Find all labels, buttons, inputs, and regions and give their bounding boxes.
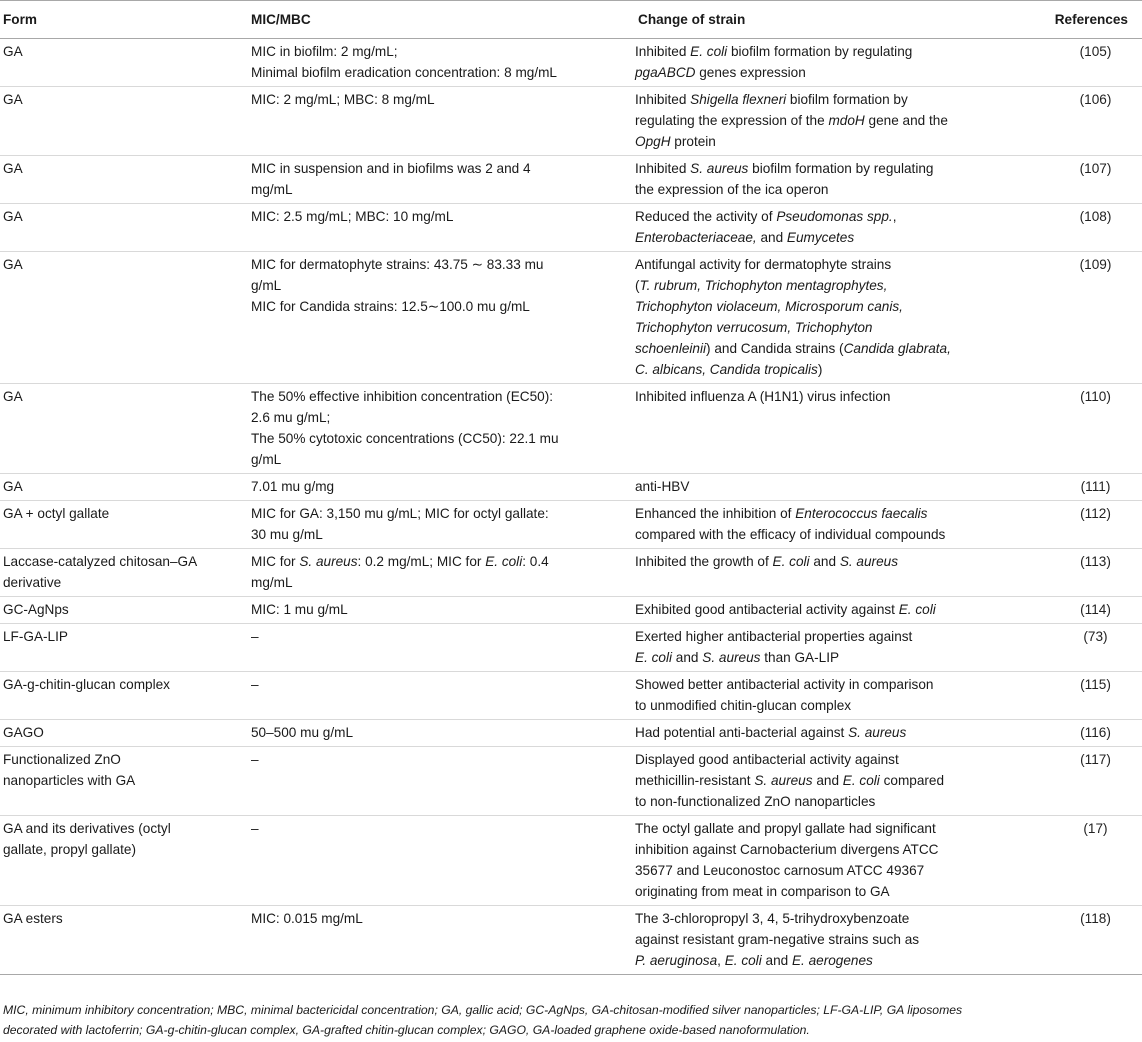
text-segment: Inhibited	[635, 92, 691, 107]
change-line	[635, 62, 1027, 83]
mic-line	[251, 551, 635, 572]
text-segment: : 0.2 mg/mL; MIC for	[357, 554, 486, 569]
form-line: GA and its derivatives (octyl	[3, 821, 171, 836]
cell-form	[0, 720, 248, 747]
cell-form	[0, 474, 248, 501]
text-segment: Had potential anti-bacterial against	[635, 725, 849, 740]
change-line	[635, 206, 1027, 227]
cell-form	[0, 747, 248, 816]
mic-line	[251, 572, 635, 593]
change-line	[635, 950, 1027, 971]
cell-mic-mbc	[248, 204, 635, 252]
cell-mic-mbc	[248, 501, 635, 549]
table-row	[0, 624, 1142, 672]
cell-change-of-strain	[635, 87, 1027, 156]
italic-species-name: Trichophyton violaceum, Microsporum canis,	[635, 299, 903, 314]
text-segment: )	[817, 362, 823, 377]
cell-change-of-strain	[635, 549, 1027, 597]
cell-change-of-strain	[635, 39, 1027, 87]
cell-reference: (106)	[1027, 87, 1142, 156]
change-line	[635, 674, 1027, 695]
text-segment: ,	[892, 209, 897, 224]
mic-line: MIC for Candida strains: 12.5∼100.0 mu g/mL	[251, 299, 530, 314]
mic-line: The 50% effective inhibition concentration (EC50):	[251, 389, 554, 404]
change-line	[635, 626, 1027, 647]
text-segment: Enhanced the inhibition of	[635, 506, 796, 521]
italic-species-name: Enterobacteriaceae,	[635, 230, 757, 245]
text-segment: methicillin-resistant	[635, 773, 755, 788]
change-line	[635, 503, 1027, 524]
cell-form	[0, 39, 248, 87]
table-row	[0, 39, 1142, 87]
italic-species-name: E. coli	[485, 554, 523, 569]
cell-mic-mbc	[248, 672, 635, 720]
mic-line: g/mL	[251, 452, 282, 467]
form-line: Functionalized ZnO	[3, 752, 121, 767]
text-segment: regulating the expression of the	[635, 113, 829, 128]
table-row	[0, 549, 1142, 597]
change-line	[635, 338, 1027, 359]
mic-line: MIC for GA: 3,150 mu g/mL; MIC for octyl gallate:	[251, 506, 549, 521]
text-segment: than GA-LIP	[760, 650, 840, 665]
cell-change-of-strain	[635, 204, 1027, 252]
text-segment: Inhibited influenza A (H1N1) virus infection	[635, 389, 891, 404]
italic-species-name: OpgH	[635, 134, 671, 149]
text-segment: and	[756, 230, 787, 245]
cell-change-of-strain	[635, 597, 1027, 624]
text-segment: gene and the	[864, 113, 948, 128]
cell-reference: (105)	[1027, 39, 1142, 87]
change-line	[635, 110, 1027, 131]
italic-species-name: P. aeruginosa	[635, 953, 718, 968]
change-line	[635, 158, 1027, 179]
text-segment: biofilm formation by regulating	[727, 44, 913, 59]
text-segment: the expression of the ica operon	[635, 182, 829, 197]
text-segment: biofilm formation by	[786, 92, 908, 107]
text-segment: The 3-chloropropyl 3, 4, 5-trihydroxybenzoate	[635, 911, 910, 926]
italic-species-name: pgaABCD	[635, 65, 696, 80]
text-segment: ) and Candida strains (	[706, 341, 844, 356]
table-row	[0, 474, 1142, 501]
form-line: GA	[3, 92, 23, 107]
cell-mic-mbc	[248, 474, 635, 501]
cell-mic-mbc	[248, 624, 635, 672]
mic-line: MIC: 2.5 mg/mL; MBC: 10 mg/mL	[251, 209, 454, 224]
cell-change-of-strain	[635, 624, 1027, 672]
text-segment: Inhibited	[635, 161, 691, 176]
form-line: GA esters	[3, 911, 63, 926]
cell-change-of-strain	[635, 384, 1027, 474]
italic-species-name: E. coli	[772, 554, 810, 569]
cell-reference: (110)	[1027, 384, 1142, 474]
form-line: Laccase-catalyzed chitosan–GA	[3, 554, 198, 569]
change-line	[635, 275, 1027, 296]
table-footnote	[3, 1000, 1139, 1040]
text-segment: (	[635, 278, 640, 293]
italic-species-name: Candida glabrata,	[843, 341, 951, 356]
text-segment: anti-HBV	[635, 479, 690, 494]
change-line	[635, 908, 1027, 929]
mic-line: Minimal biofilm eradication concentration: 8 mg/mL	[251, 65, 557, 80]
cell-reference: (112)	[1027, 501, 1142, 549]
change-line	[635, 476, 1027, 497]
cell-mic-mbc	[248, 87, 635, 156]
text-segment: protein	[670, 134, 716, 149]
change-line	[635, 860, 1027, 881]
mic-line: MIC: 2 mg/mL; MBC: 8 mg/mL	[251, 92, 435, 107]
cell-change-of-strain	[635, 906, 1027, 975]
text-segment: mg/mL	[251, 575, 293, 590]
form-line: derivative	[3, 575, 62, 590]
cell-form	[0, 87, 248, 156]
cell-form	[0, 549, 248, 597]
text-segment: The octyl gallate and propyl gallate had significant	[635, 821, 936, 836]
cell-change-of-strain	[635, 501, 1027, 549]
text-segment: Exerted higher antibacterial properties against	[635, 629, 913, 644]
italic-species-name: mdoH	[828, 113, 865, 128]
cell-reference: (115)	[1027, 672, 1142, 720]
text-segment: Inhibited the growth of	[635, 554, 773, 569]
cell-mic-mbc	[248, 252, 635, 384]
italic-species-name: S. aureus	[702, 650, 761, 665]
italic-species-name: E. coli	[724, 953, 762, 968]
text-segment: MIC for	[251, 554, 300, 569]
text-segment: compared	[879, 773, 945, 788]
cell-mic-mbc	[248, 39, 635, 87]
table-row	[0, 720, 1142, 747]
table-row	[0, 747, 1142, 816]
text-segment: against resistant gram-negative strains such as	[635, 932, 920, 947]
italic-species-name: E. aerogenes	[791, 953, 873, 968]
italic-species-name: Enterococcus faecalis	[795, 506, 928, 521]
form-line: gallate, propyl gallate)	[3, 842, 136, 857]
mic-line: 30 mu g/mL	[251, 527, 323, 542]
cell-change-of-strain	[635, 672, 1027, 720]
form-line: LF-GA-LIP	[3, 629, 68, 644]
text-segment: Antifungal activity for dermatophyte strains	[635, 257, 892, 272]
form-line: GA	[3, 257, 23, 272]
change-line	[635, 770, 1027, 791]
change-line	[635, 89, 1027, 110]
text-segment: Reduced the activity of	[635, 209, 777, 224]
cell-form	[0, 156, 248, 204]
text-segment: ,	[717, 953, 725, 968]
change-line	[635, 818, 1027, 839]
cell-reference: (17)	[1027, 816, 1142, 906]
mic-line: 2.6 mu g/mL;	[251, 410, 331, 425]
change-line	[635, 524, 1027, 545]
mic-line: MIC: 0.015 mg/mL	[251, 911, 363, 926]
cell-reference: (73)	[1027, 624, 1142, 672]
cell-change-of-strain	[635, 156, 1027, 204]
mic-line: 7.01 mu g/mg	[251, 479, 335, 494]
text-segment: originating from meat in comparison to GA	[635, 884, 890, 899]
cell-reference: (109)	[1027, 252, 1142, 384]
italic-species-name: E. coli	[635, 650, 673, 665]
table-row	[0, 252, 1142, 384]
italic-species-name: Eumycetes	[786, 230, 855, 245]
footnote-line: MIC, minimum inhibitory concentration; MBC, minimal bactericidal concentration; GA, gallic acid; GC-AgNps, GA-chitosan-modified silver nanoparticles; LF-GA-LIP, GA liposomes	[3, 1003, 963, 1017]
mic-line: The 50% cytotoxic concentrations (CC50): 22.1 mu	[251, 431, 559, 446]
cell-reference: (118)	[1027, 906, 1142, 975]
table-row	[0, 204, 1142, 252]
change-line	[635, 791, 1027, 812]
text-segment: Inhibited	[635, 44, 691, 59]
text-segment: Showed better antibacterial activity in comparison	[635, 677, 934, 692]
italic-species-name: Pseudomonas spp.	[776, 209, 893, 224]
form-line: GA	[3, 479, 23, 494]
cell-form	[0, 597, 248, 624]
cell-form	[0, 501, 248, 549]
change-line	[635, 386, 1027, 407]
change-line	[635, 179, 1027, 200]
cell-mic-mbc	[248, 720, 635, 747]
form-line: GA	[3, 209, 23, 224]
italic-species-name: S. aureus	[848, 725, 907, 740]
cell-reference: (111)	[1027, 474, 1142, 501]
cell-mic-mbc	[248, 549, 635, 597]
form-line: GA	[3, 389, 23, 404]
table-row	[0, 906, 1142, 975]
footnote-line: decorated with lactoferrin; GA-g-chitin-glucan complex, GA-grafted chitin-glucan complex; GAGO, GA-loaded graphene oxide-based nanoformulation.	[3, 1023, 810, 1037]
table-row	[0, 672, 1142, 720]
header-references: References	[1027, 1, 1142, 39]
form-line: nanoparticles with GA	[3, 773, 136, 788]
change-line	[635, 749, 1027, 770]
change-line	[635, 599, 1027, 620]
cell-reference: (114)	[1027, 597, 1142, 624]
cell-form	[0, 906, 248, 975]
italic-species-name: S. aureus	[754, 773, 813, 788]
text-segment: to non-functionalized ZnO nanoparticles	[635, 794, 876, 809]
cell-change-of-strain	[635, 474, 1027, 501]
change-line	[635, 881, 1027, 902]
table-row	[0, 87, 1142, 156]
cell-mic-mbc	[248, 597, 635, 624]
table-header	[0, 1, 1142, 39]
cell-reference: (108)	[1027, 204, 1142, 252]
cell-form	[0, 384, 248, 474]
cell-reference: (107)	[1027, 156, 1142, 204]
cell-reference: (116)	[1027, 720, 1142, 747]
change-line	[635, 296, 1027, 317]
cell-change-of-strain	[635, 747, 1027, 816]
change-line	[635, 317, 1027, 338]
form-line: GA	[3, 161, 23, 176]
text-segment: biofilm formation by regulating	[748, 161, 934, 176]
cell-form	[0, 204, 248, 252]
header-row	[0, 1, 1142, 39]
cell-change-of-strain	[635, 720, 1027, 747]
table-row	[0, 156, 1142, 204]
text-segment: and	[672, 650, 703, 665]
change-line	[635, 551, 1027, 572]
cell-change-of-strain	[635, 252, 1027, 384]
change-line	[635, 359, 1027, 380]
table-row	[0, 384, 1142, 474]
mic-line: g/mL	[251, 278, 282, 293]
header-form: Form	[0, 1, 248, 39]
text-segment: to unmodified chitin-glucan complex	[635, 698, 852, 713]
text-segment: Displayed good antibacterial activity against	[635, 752, 899, 767]
text-segment: Exhibited good antibacterial activity against	[635, 602, 899, 617]
header-change-of-strain: Change of strain	[635, 1, 1027, 39]
mic-line: –	[251, 821, 259, 836]
change-line	[635, 839, 1027, 860]
text-segment: 35677 and Leuconostoc carnosum ATCC 49367	[635, 863, 925, 878]
form-line: GA	[3, 44, 23, 59]
italic-species-name: E. coli	[842, 773, 880, 788]
cell-reference: (113)	[1027, 549, 1142, 597]
table-row	[0, 816, 1142, 906]
mic-line: MIC in biofilm: 2 mg/mL;	[251, 44, 398, 59]
mic-line: MIC in suspension and in biofilms was 2 and 4	[251, 161, 531, 176]
change-line	[635, 722, 1027, 743]
cell-form	[0, 816, 248, 906]
italic-species-name: E. coli	[690, 44, 728, 59]
cell-reference: (117)	[1027, 747, 1142, 816]
cell-form	[0, 624, 248, 672]
mic-line: 50–500 mu g/mL	[251, 725, 354, 740]
text-segment: genes expression	[695, 65, 806, 80]
change-line	[635, 131, 1027, 152]
italic-species-name: E. coli	[898, 602, 936, 617]
table-row	[0, 501, 1142, 549]
italic-species-name: Shigella flexneri	[690, 92, 787, 107]
cell-form	[0, 252, 248, 384]
table-body	[0, 39, 1142, 975]
text-segment: and	[812, 773, 843, 788]
cell-mic-mbc	[248, 384, 635, 474]
change-line	[635, 227, 1027, 248]
text-segment: compared with the efficacy of individual compounds	[635, 527, 946, 542]
cell-mic-mbc	[248, 906, 635, 975]
italic-species-name: Trichophyton verrucosum, Trichophyton	[635, 320, 873, 335]
italic-species-name: C. albicans, Candida tropicalis	[635, 362, 818, 377]
italic-species-name: S. aureus	[299, 554, 358, 569]
form-line: GC-AgNps	[3, 602, 69, 617]
text-segment: inhibition against Carnobacterium divergens ATCC	[635, 842, 939, 857]
text-segment: : 0.4	[522, 554, 549, 569]
change-line	[635, 254, 1027, 275]
change-line	[635, 647, 1027, 668]
mic-line: MIC for dermatophyte strains: 43.75 ∼ 83.33 mu	[251, 257, 544, 272]
cell-mic-mbc	[248, 816, 635, 906]
text-segment: and	[809, 554, 840, 569]
italic-species-name: S. aureus	[690, 161, 749, 176]
italic-species-name: schoenleinii	[635, 341, 707, 356]
mic-line: –	[251, 677, 259, 692]
change-line	[635, 929, 1027, 950]
form-line: GA + octyl gallate	[3, 506, 110, 521]
cell-mic-mbc	[248, 747, 635, 816]
cell-mic-mbc	[248, 156, 635, 204]
mic-line: –	[251, 752, 259, 767]
change-line	[635, 41, 1027, 62]
cell-form	[0, 672, 248, 720]
form-line: GA-g-chitin-glucan complex	[3, 677, 170, 692]
form-line: GAGO	[3, 725, 44, 740]
italic-species-name: S. aureus	[839, 554, 898, 569]
mic-line: –	[251, 629, 259, 644]
cell-change-of-strain	[635, 816, 1027, 906]
mic-line: MIC: 1 mu g/mL	[251, 602, 348, 617]
change-line	[635, 695, 1027, 716]
table-row	[0, 597, 1142, 624]
text-segment: and	[761, 953, 792, 968]
header-mic-mbc: MIC/MBC	[248, 1, 635, 39]
italic-species-name: T. rubrum, Trichophyton mentagrophytes,	[639, 278, 888, 293]
mic-line: mg/mL	[251, 182, 293, 197]
